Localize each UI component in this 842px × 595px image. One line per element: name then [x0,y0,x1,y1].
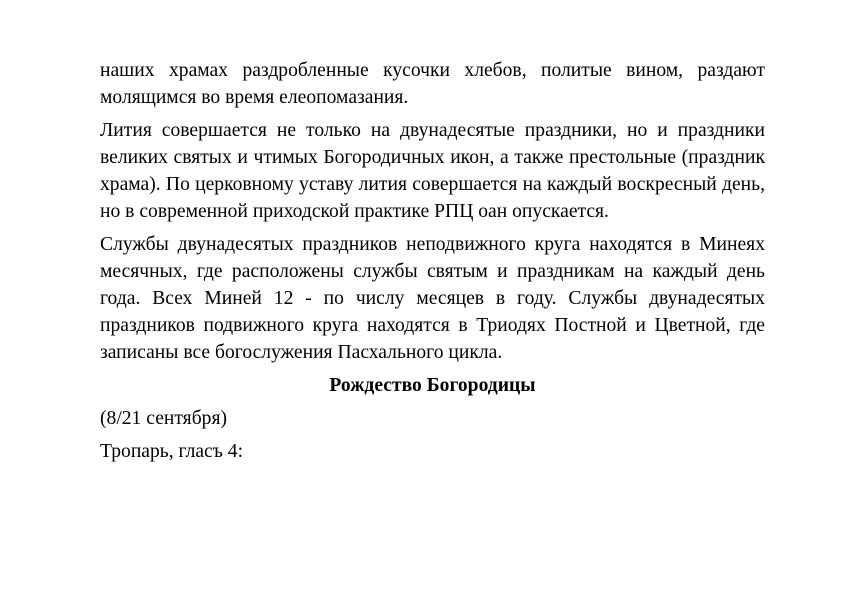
paragraph-services: Службы двунадесятых праздников неподвижного круга находятся в Минеях месячных, где расположены службы святым и праздникам на каждый день года. Всех Миней 12 - по числу месяцев в году. Службы двунадесятых праздников подвижного круга находятся в Триодях Постной и Цветной, где записаны все богослужения Пасхального цикла. [100,234,765,363]
feast-date: (8/21 сентября) [100,408,227,429]
document-body [100,57,765,471]
section-heading: Рождество Богородицы [329,375,536,396]
paragraph-continuation: наших храмах раздробленные кусочки хлебов, политые вином, раздают молящимся во время елеопомазания. [100,60,765,108]
troparion-label: Тропарь, гласъ 4: [100,441,244,462]
paragraph-litiya: Лития совершается не только на двунадесятые праздники, но и праздники великих святых и чтимых Богородичных икон, а также престольные (праздник храма). По церковному уставу лития совершается на каждый воскресный день, но в современной приходской практике РПЦ оан опускается. [100,120,765,222]
